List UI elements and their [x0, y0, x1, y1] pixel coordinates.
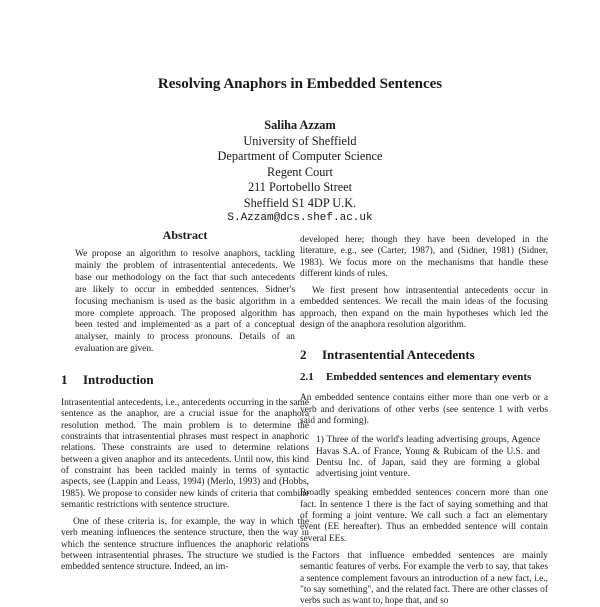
paper-title: Resolving Anaphors in Embedded Sentences	[157, 76, 443, 92]
right-column	[300, 235, 548, 607]
intro-paragraph-2: One of these criteria is, for example, the way in which the verb meaning influences the sentence structure, then the way in which the sentence structure influences the anaphoric relations between intrasentential phrases. The structure we studied is the embedded sentence structure. Indeed, an im-	[61, 517, 309, 573]
author-affiliation: University of Sheffield	[243, 133, 357, 148]
section-number: 1	[61, 372, 68, 388]
abstract-text: We propose an algorithm to resolve anaphors, tackling mainly the problem of intrasentential antecedents. We base our methodology on the fact that such antecedents are likely to occur in embedded sentences. Sidner's focusing mechanism is used as the basic algorithm in a more complete approach. The proposed algorithm has been tested and implemented as a part of a conceptual analyser, mainly to process pronouns. Details of an evaluation are given.	[75, 249, 295, 355]
author-address-line1: Regent Court	[267, 164, 333, 179]
subsection-title: Embedded sentences and elementary events	[326, 371, 532, 384]
intro-paragraph-1: Intrasentential antecedents, i.e., antecedents occurring in the same sentence as the anaphor, are a crucial issue for the anaphora resolution method. The main problem is to determine the constraints that intrasentential phrases must respect in anaphoric relations. These constraints are used to determine relations between a given anaphor and its antecedents. Until now, this kind of constraint has been tackled mainly in terms of syntactic aspects, see (Lappin and Leass, 1994) (Merlo, 1993) and (Hobbs, 1985). We propose to consider new kinds of criteria that combine semantic restrictions with sentence structure.	[61, 398, 309, 510]
section-title: Introduction	[83, 372, 154, 388]
embedded-sentence-paragraph: An embedded sentence contains either more than one verb or a verb and derivations of other verbs (see sentence 1 with verbs said and forming).	[300, 393, 548, 426]
subsection-heading	[300, 371, 548, 383]
section-title: Intrasentential Antecedents	[322, 347, 475, 363]
factors-paragraph: Factors that influence embedded sentences are mainly semantic features of verbs. For example the verb to say, that takes a sentence complement favours an introduction of a new fact, i.e., "to say something", and the related fact. There are other classes of verbs such as want to, hope that, and so	[300, 550, 548, 607]
section-number: 2	[300, 347, 307, 363]
author-address-line3: Sheffield S1 4DP U.K.	[243, 195, 357, 210]
abstract-heading: Abstract	[162, 228, 208, 242]
broadly-speaking-paragraph: Broadly speaking embedded sentences concern more than one fact. In sentence 1 there is the fact of saying something and that of forming a joint venture. We call such a fact an elementary event (EE hereafter). Thus an embedded sentence will contain several EEs.	[300, 488, 548, 544]
example-sentence-1: 1) Three of the world's leading advertising groups, Agence Havas S.A. of France, Young & Rubicam of the U.S. and Dentsu Inc. of Japan, said they are forming a global advertising joint venture.	[316, 435, 540, 480]
author-block	[150, 118, 450, 227]
continuation-paragraph: developed here; though they have been developed in the literature, e.g., see (Carter, 1987), and (Sidner, 1981) (Sidner, 1983). We focus more on the mechanisms that handle these different kinds of rules.	[300, 235, 548, 279]
author-name: Saliha Azzam	[264, 118, 336, 132]
section-heading-intrasentential	[300, 347, 548, 363]
author-address-line2: 211 Portobello Street	[247, 180, 353, 194]
author-email: S.Azzam@dcs.shef.ac.uk	[227, 212, 373, 224]
overview-paragraph: We first present how intrasentential antecedents occur in embedded sentences. We recall the main ideas of the focusing approach, then expand on the main hypotheses which led the design of the anaphora resolution algorithm.	[300, 286, 548, 331]
section-heading-introduction	[61, 372, 309, 388]
subsection-number: 2.1	[300, 371, 314, 384]
author-department: Department of Computer Science	[217, 149, 383, 163]
left-column	[61, 228, 309, 574]
